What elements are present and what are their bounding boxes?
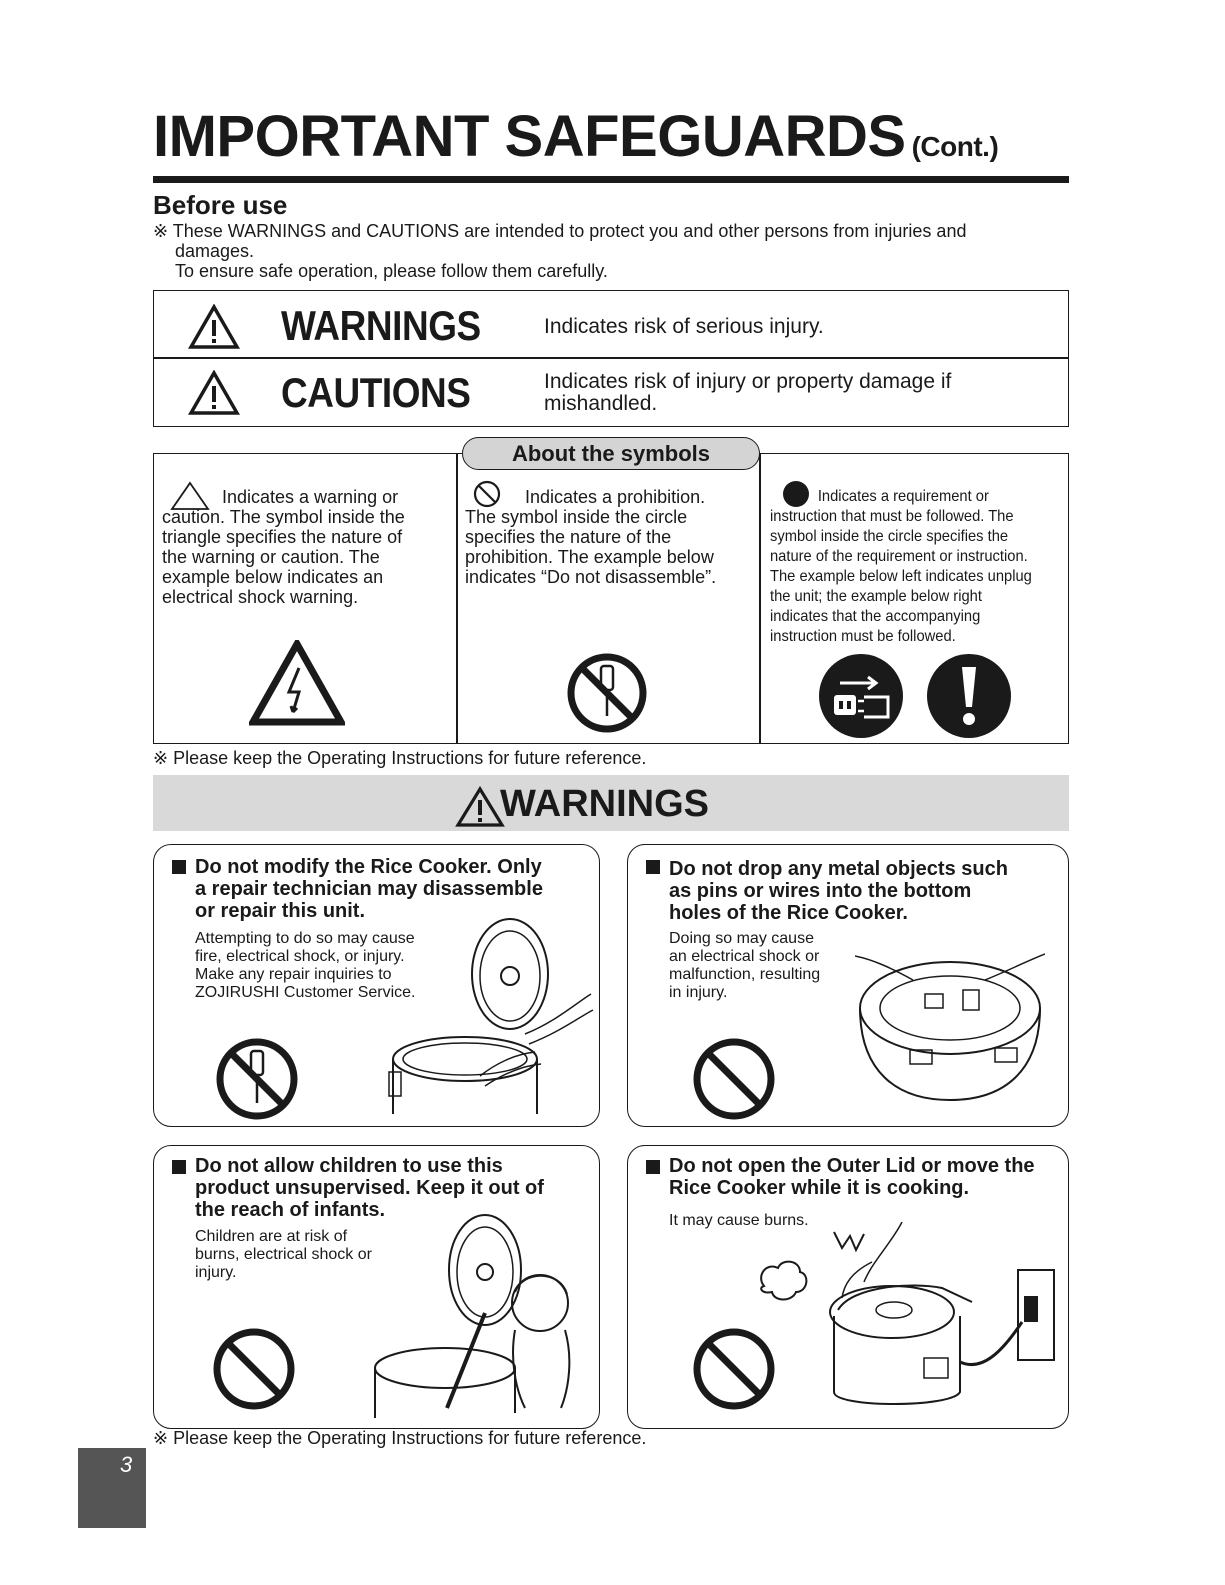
- legend-cautions-desc-2: mishandled.: [544, 392, 658, 415]
- legend-warnings-desc: Indicates risk of serious injury.: [544, 315, 824, 338]
- intro-line-3: To ensure safe operation, please follow them carefully.: [175, 261, 608, 281]
- panel-body-line: malfunction, resulting: [669, 966, 821, 983]
- title-text: IMPORTANT SAFEGUARDS: [153, 104, 906, 169]
- requirement-symbol-line: instruction that must be followed. The: [770, 508, 1014, 525]
- panel-heading-line: product unsupervised. Keep it out of: [195, 1177, 544, 1199]
- prohibition-symbol-line: prohibition. The example below: [465, 547, 714, 567]
- panel-heading: [669, 858, 1055, 924]
- requirement-symbol-line: indicates that the accompanying: [770, 608, 981, 625]
- warning-symbol-line: Indicates a warning or: [222, 487, 399, 507]
- prohibition-symbol-line: The symbol inside the circle: [465, 507, 688, 527]
- page-number: 3: [120, 1452, 133, 1477]
- panel-body-line: in injury.: [669, 984, 728, 1001]
- panel-body-line: fire, electrical shock, or injury.: [195, 948, 405, 965]
- warning-symbol-text: [162, 487, 446, 607]
- panel-body-line: Make any repair inquiries to: [195, 966, 392, 983]
- symbols-divider-2: [759, 453, 761, 744]
- electric-shock-icon: [249, 640, 345, 726]
- legend-cautions-desc-1: Indicates risk of injury or property damage if: [544, 370, 952, 393]
- warning-symbol-line: caution. The symbol inside the: [162, 507, 405, 527]
- keep-instructions-note-bottom: ※ Please keep the Operating Instructions for future reference.: [153, 1428, 647, 1448]
- symbols-heading: About the symbols: [462, 437, 760, 470]
- requirement-symbol-line: Indicates a requirement or: [817, 488, 989, 505]
- panel-body-line: Doing so may cause: [669, 930, 814, 947]
- prohibition-icon: [212, 1327, 296, 1411]
- panel-bullet: [646, 1160, 660, 1174]
- panel-heading-line: Do not allow children to use this: [195, 1155, 503, 1177]
- keep-instructions-note: ※ Please keep the Operating Instructions for future reference.: [153, 748, 647, 768]
- panel-bullet: [172, 1160, 186, 1174]
- rice-cooker-open-lid-illustration: [385, 914, 595, 1122]
- panel-body-line: ZOJIRUSHI Customer Service.: [195, 984, 416, 1001]
- prohibition-symbol-line: Indicates a prohibition.: [525, 487, 706, 507]
- section-heading-before-use: Before use: [153, 190, 288, 220]
- panel-heading-line: as pins or wires into the bottom: [669, 880, 972, 902]
- panel-bullet: [646, 860, 660, 874]
- caution-triangle-icon: [188, 370, 240, 416]
- prohibition-symbol-line: indicates “Do not disassemble”.: [465, 567, 717, 587]
- warning-symbol-line: triangle specifies the nature of: [162, 527, 403, 547]
- panel-heading-line: a repair technician may disassemble: [195, 878, 543, 900]
- legend-divider: [153, 357, 1069, 359]
- panel-body-line: Children are at risk of: [195, 1228, 348, 1245]
- no-disassemble-icon: [566, 652, 648, 734]
- prohibition-icon: [692, 1037, 776, 1121]
- rice-cooker-bottom-illustration: [855, 950, 1045, 1112]
- panel-heading: [669, 1155, 1061, 1199]
- intro-line-2: damages.: [175, 241, 255, 261]
- title-suffix: (Cont.): [911, 131, 999, 162]
- panel-heading-line: holes of the Rice Cooker.: [669, 902, 908, 924]
- panel-heading-line: Do not modify the Rice Cooker. Only: [195, 856, 542, 878]
- panel-heading-line: Do not open the Outer Lid or move the: [669, 1155, 1035, 1177]
- warning-triangle-icon: [188, 304, 240, 350]
- panel-heading-line: or repair this unit.: [195, 900, 366, 922]
- prohibition-symbol-line: specifies the nature of the: [465, 527, 672, 547]
- symbols-divider-1: [456, 453, 458, 744]
- legend-warnings-label: WARNINGS: [281, 302, 481, 349]
- requirement-symbol-line: the unit; the example below right: [770, 588, 982, 605]
- panel-body-line: It may cause burns.: [669, 1212, 809, 1229]
- requirement-symbol-line: instruction must be followed.: [770, 628, 956, 645]
- child-with-rice-cooker-illustration: [365, 1208, 590, 1422]
- requirement-symbol-line: The example below left indicates unplug: [770, 568, 1032, 585]
- title-rule: [153, 176, 1069, 183]
- requirement-symbol-text: [770, 487, 1066, 647]
- legend-cautions-label: CAUTIONS: [281, 369, 471, 416]
- rice-cooker-cooking-illustration: [752, 1222, 1064, 1420]
- panel-heading-line: Do not drop any metal objects such: [669, 858, 1008, 880]
- intro-line-1: ※ These WARNINGS and CAUTIONS are intended to protect you and other persons from injuries and: [153, 221, 967, 241]
- panel-body-line: Attempting to do so may cause: [195, 930, 415, 947]
- no-disassemble-icon: [215, 1037, 299, 1121]
- panel-bullet: [172, 860, 186, 874]
- panel-body-line: injury.: [195, 1264, 237, 1281]
- banner-warning-icon: [455, 786, 505, 828]
- panel-body-line: an electrical shock or: [669, 948, 820, 965]
- warning-symbol-line: electrical shock warning.: [162, 587, 359, 607]
- panel-heading-line: Rice Cooker while it is cooking.: [669, 1177, 970, 1199]
- panel-heading: [195, 856, 582, 922]
- warnings-banner-label: WARNINGS: [500, 783, 709, 825]
- unplug-icon: [818, 653, 904, 739]
- requirement-symbol-line: symbol inside the circle specifies the: [770, 528, 1009, 545]
- panel-heading-line: the reach of infants.: [195, 1199, 386, 1221]
- page-number-tab: [78, 1448, 146, 1528]
- exclamation-circle-icon: [926, 653, 1012, 739]
- panel-body-line: burns, electrical shock or: [195, 1246, 372, 1263]
- prohibition-symbol-text: [465, 487, 751, 587]
- warning-symbol-line: example below indicates an: [162, 567, 384, 587]
- panel-body: [669, 930, 847, 1002]
- page-title: [153, 104, 999, 169]
- warning-symbol-line: the warning or caution. The: [162, 547, 380, 567]
- requirement-symbol-line: nature of the requirement or instruction.: [770, 548, 1028, 565]
